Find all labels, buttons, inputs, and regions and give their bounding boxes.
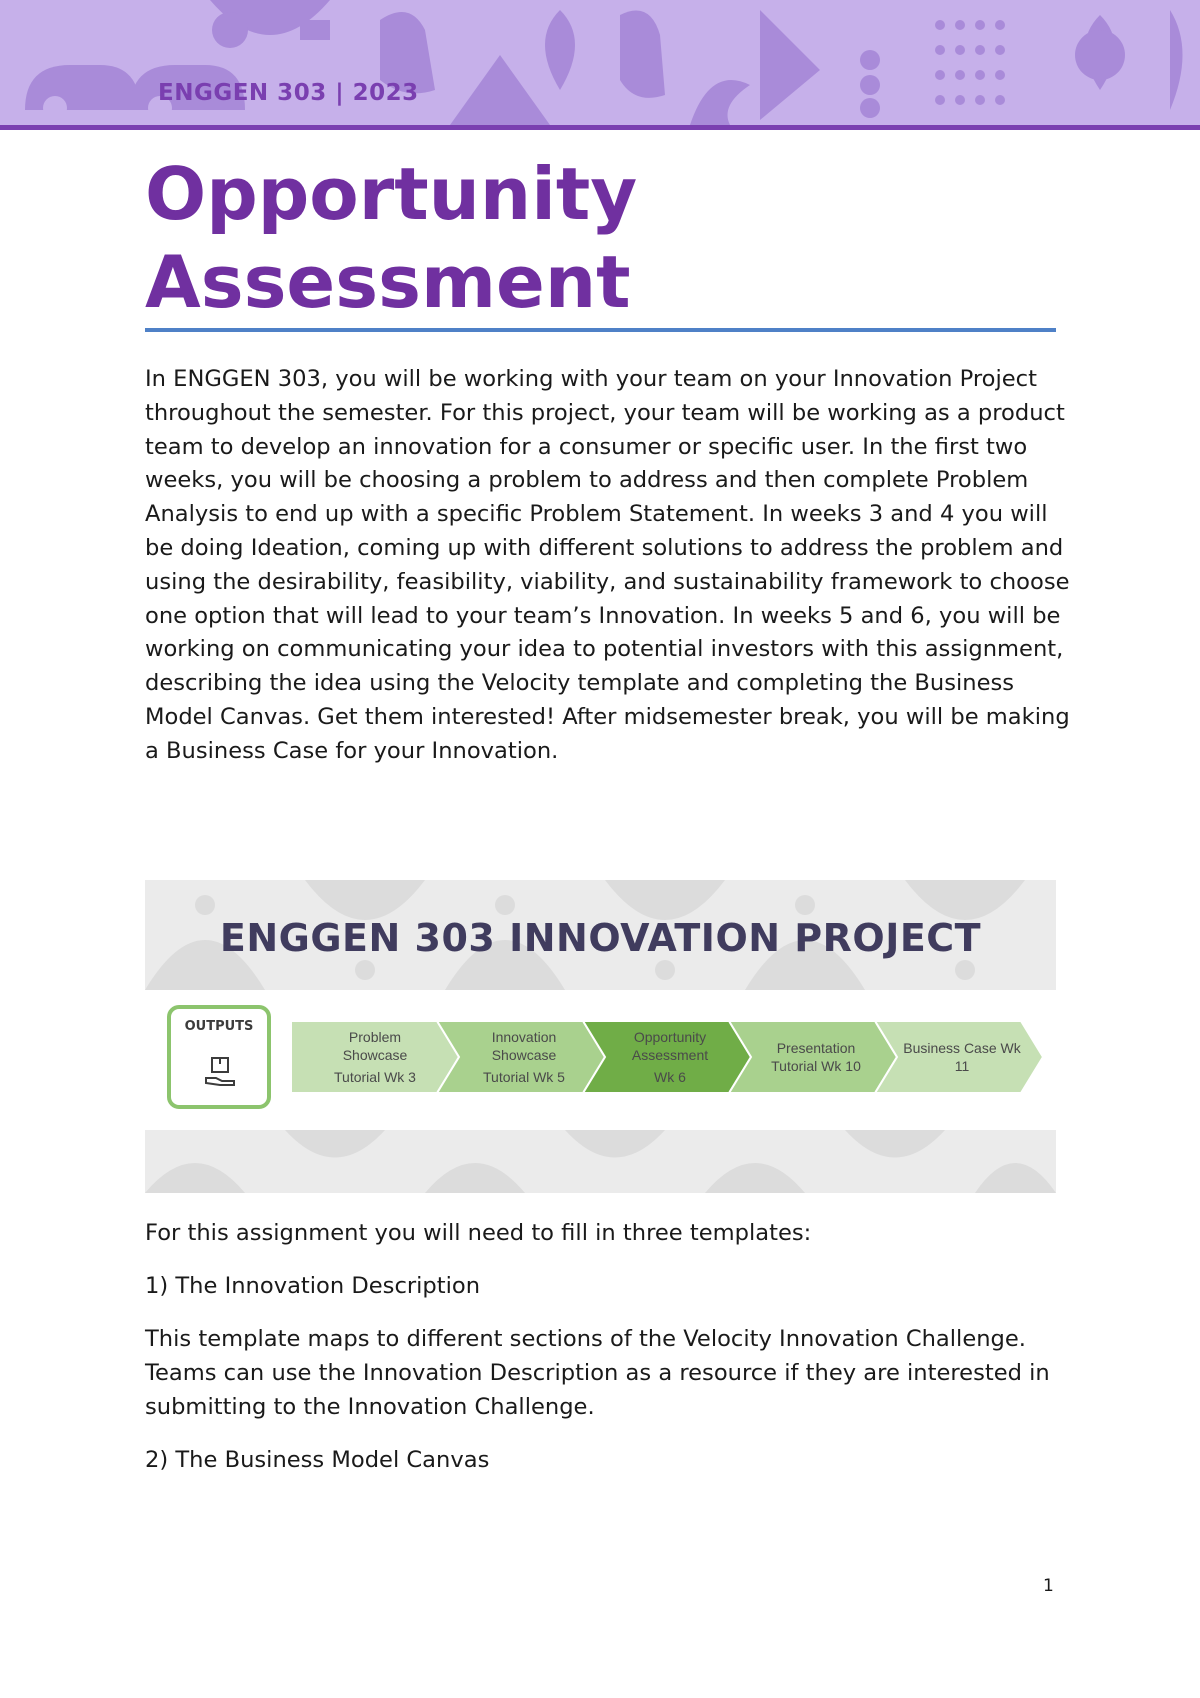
innovation-project-banner (145, 880, 1056, 1193)
item2-heading: 2) The Business Model Canvas (145, 1447, 490, 1473)
timeline-step-week: Wk 6 (654, 1069, 686, 1085)
timeline-step-label (881, 1021, 1043, 1093)
timeline-step-label (443, 1021, 605, 1093)
timeline-step-title: Problem Showcase (342, 1029, 408, 1063)
page-title-line-1: Opportunity (145, 152, 638, 236)
timeline-step-label (291, 1021, 459, 1093)
page-title-line-2: Assessment (145, 240, 631, 324)
banner-title: ENGGEN 303 INNOVATION PROJECT (219, 916, 982, 960)
timeline-step-label (735, 1021, 897, 1093)
timeline-step-week: Tutorial Wk 3 (334, 1069, 416, 1085)
page-number: 1 (1043, 1576, 1054, 1596)
item1-text: This template maps to different sections of the Velocity Innovation Challenge. Teams can use the Innovation Description as a resource if they are interested in submitting to the Innovation Challenge. (145, 1326, 1050, 1420)
timeline-step-5 (875, 1021, 1043, 1093)
timeline-step-title: Presentation Tutorial Wk 10 (771, 1040, 861, 1074)
box-in-hand-icon (204, 1054, 240, 1090)
header-pattern (0, 0, 1200, 125)
templates-intro: For this assignment you will need to fill in three templates: (145, 1220, 812, 1246)
timeline-step-week: Tutorial Wk 5 (483, 1069, 565, 1085)
outputs-label: OUTPUTS (184, 1019, 254, 1034)
page-title (145, 150, 637, 326)
timeline-step-4 (729, 1021, 897, 1093)
timeline-step-label (589, 1021, 751, 1093)
header-band (0, 0, 1200, 130)
timeline-step-title: Opportunity Assessment (631, 1029, 709, 1063)
timeline-step-3 (583, 1021, 751, 1093)
title-underline (145, 328, 1056, 332)
outputs-box (167, 1005, 271, 1109)
timeline-step-title: Business Case Wk 11 (903, 1040, 1021, 1074)
banner-pattern-bottom (145, 1130, 1056, 1193)
item1-heading: 1) The Innovation Description (145, 1273, 481, 1299)
timeline-step-2 (437, 1021, 605, 1093)
intro-paragraph: In ENGGEN 303, you will be working with your team on your Innovation Project throughout the semester. For this project, your team will be working as a product team to develop an innovation for a consumer or specific user. In the first two weeks, you will be choosing a problem to address and then complete Problem Analysis to end up with a specific Problem Statement. In weeks 3 and 4 you will be doing Ideation, coming up with different solutions to address the problem and using the desirability, feasibility, viability, and sustainability framework to choose one option that will lead to your team’s Innovation. In weeks 5 and 6, you will be working on communicating your idea to potential investors with this assignment, describing the idea using the Velocity template and completing the Business Model Canvas. Get them interested! After midsemester break, you will be making a Business Case for your Innovation. (145, 366, 1070, 764)
timeline-step-title: Innovation Showcase (491, 1029, 557, 1063)
timeline-step-1 (291, 1021, 459, 1093)
course-label: ENGGEN 303 | 2023 (158, 80, 419, 106)
